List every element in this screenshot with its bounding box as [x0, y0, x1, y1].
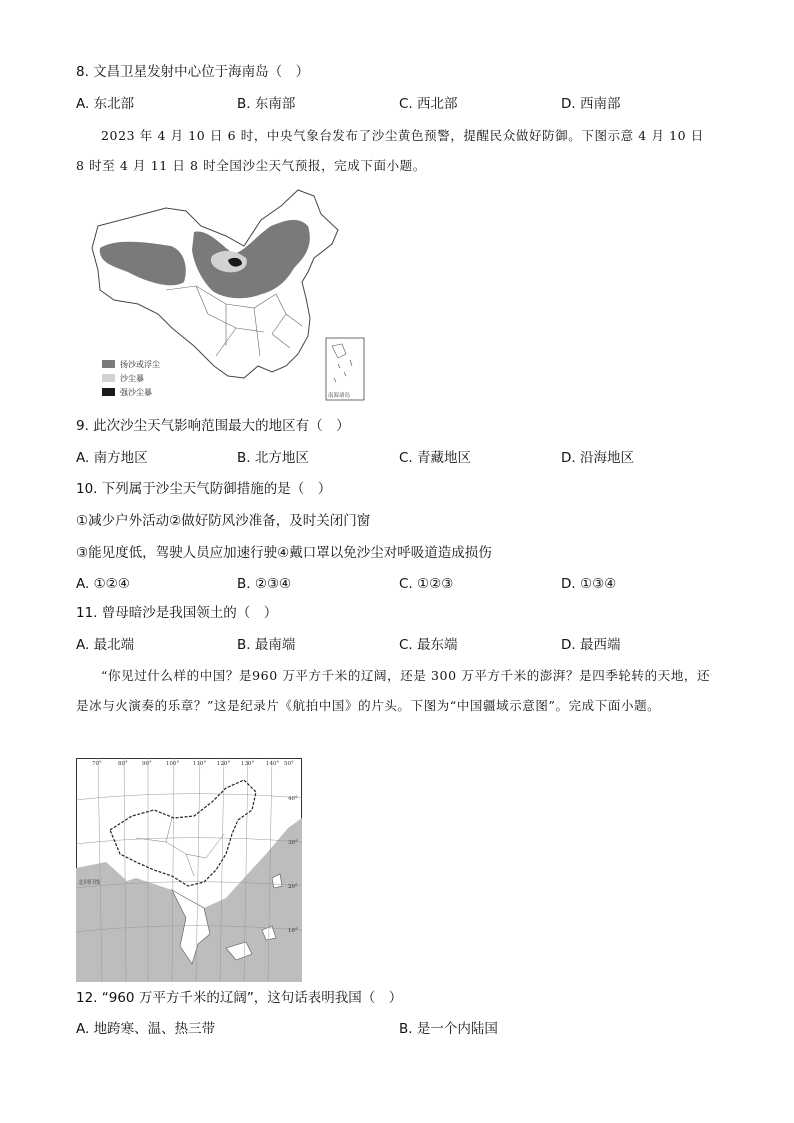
lat-label-10: 10°	[288, 928, 298, 934]
q10-statement-1: ①减少户外活动②做好防风沙准备，及时关闭门窗	[76, 513, 371, 529]
lon-label-110: 110°	[193, 761, 207, 767]
q12-stem: 12. “960 万平方千米的辽阔”，这句话表明我国（ ）	[76, 990, 403, 1006]
lon-label-80: 80°	[118, 761, 128, 767]
lon-label-130: 130°	[241, 761, 255, 767]
q8-option-a: A. 东北部	[76, 96, 135, 112]
lon-label-70: 70°	[92, 761, 102, 767]
q8-option-d: D. 西南部	[561, 96, 621, 112]
q9-option-c: C. 青藏地区	[399, 450, 472, 466]
passage-aerial-china: “你见过什么样的中国？是960 万平方千米的辽阔，还是 300 万平方千米的澎湃？是四季轮转的天地，还是冰与火演奏的乐章？”这是纪录片《航拍中国》的片头。下图为“中国疆域示意图”。完成下面小题。	[76, 668, 711, 713]
q8-option-c: C. 西北部	[399, 96, 458, 112]
q9-option-d: D. 沿海地区	[561, 450, 634, 466]
q10-option-b: B. ②③④	[237, 576, 292, 592]
q8-option-b: B. 东南部	[237, 96, 296, 112]
legend-label-float-dust: 扬沙或浮尘	[120, 360, 160, 369]
q11-stem: 11. 曾母暗沙是我国领土的（ ）	[76, 605, 278, 621]
lon-label-100: 100°	[166, 761, 180, 767]
lon-label-90: 90°	[142, 761, 152, 767]
q11-option-b: B. 最南端	[237, 637, 296, 653]
lat-label-40: 40°	[288, 796, 298, 802]
lat-label-20: 20°	[288, 884, 298, 890]
q9-stem: 9. 此次沙尘天气影响范围最大的地区有（ ）	[76, 418, 350, 434]
q10-stem: 10. 下列属于沙尘天气防御措施的是（ ）	[76, 481, 332, 497]
legend-label-sandstorm: 沙尘暴	[120, 374, 144, 383]
q11-option-d: D. 最西端	[561, 637, 621, 653]
q8-stem: 8. 文昌卫星发射中心位于海南岛（ ）	[76, 64, 310, 80]
south-sea-inset	[326, 338, 364, 400]
legend-swatch-sandstorm	[102, 374, 115, 382]
q12-option-b: B. 是一个内陆国	[399, 1021, 498, 1037]
q10-statement-2: ③能见度低，驾驶人员应加速行驶④戴口罩以免沙尘对呼吸道造成损伤	[76, 545, 492, 561]
q10-option-d: D. ①③④	[561, 576, 617, 592]
lon-label-140: 140°	[266, 761, 280, 767]
q11-option-a: A. 最北端	[76, 637, 135, 653]
passage-dust-forecast: 2023 年 4 月 10 日 6 时，中央气象台发布了沙尘黄色预警，提醒民众做好防御。下图示意 4 月 10 日 8 时至 4 月 11 日 8 时全国沙尘天气预报，完成下面小题。	[76, 128, 704, 173]
q11-option-c: C. 最东端	[399, 637, 458, 653]
q10-option-c: C. ①②③	[399, 576, 454, 592]
inset-label: 南海诸岛	[328, 393, 351, 399]
china-territory-map	[76, 758, 302, 982]
lon-label-50: 50°	[284, 761, 294, 767]
dust-forecast-map	[76, 186, 376, 406]
q9-option-b: B. 北方地区	[237, 450, 309, 466]
tropic-label: 北回归线	[78, 880, 101, 886]
legend-label-strong-sandstorm: 强沙尘暴	[120, 388, 152, 397]
lat-label-30: 30°	[288, 840, 298, 846]
q12-option-a: A. 地跨寒、温、热三带	[76, 1021, 216, 1037]
lon-label-120: 120°	[217, 761, 231, 767]
q9-option-a: A. 南方地区	[76, 450, 148, 466]
legend-swatch-strong-sandstorm	[102, 388, 115, 396]
legend-swatch-float-dust	[102, 360, 115, 368]
q10-option-a: A. ①②④	[76, 576, 130, 592]
